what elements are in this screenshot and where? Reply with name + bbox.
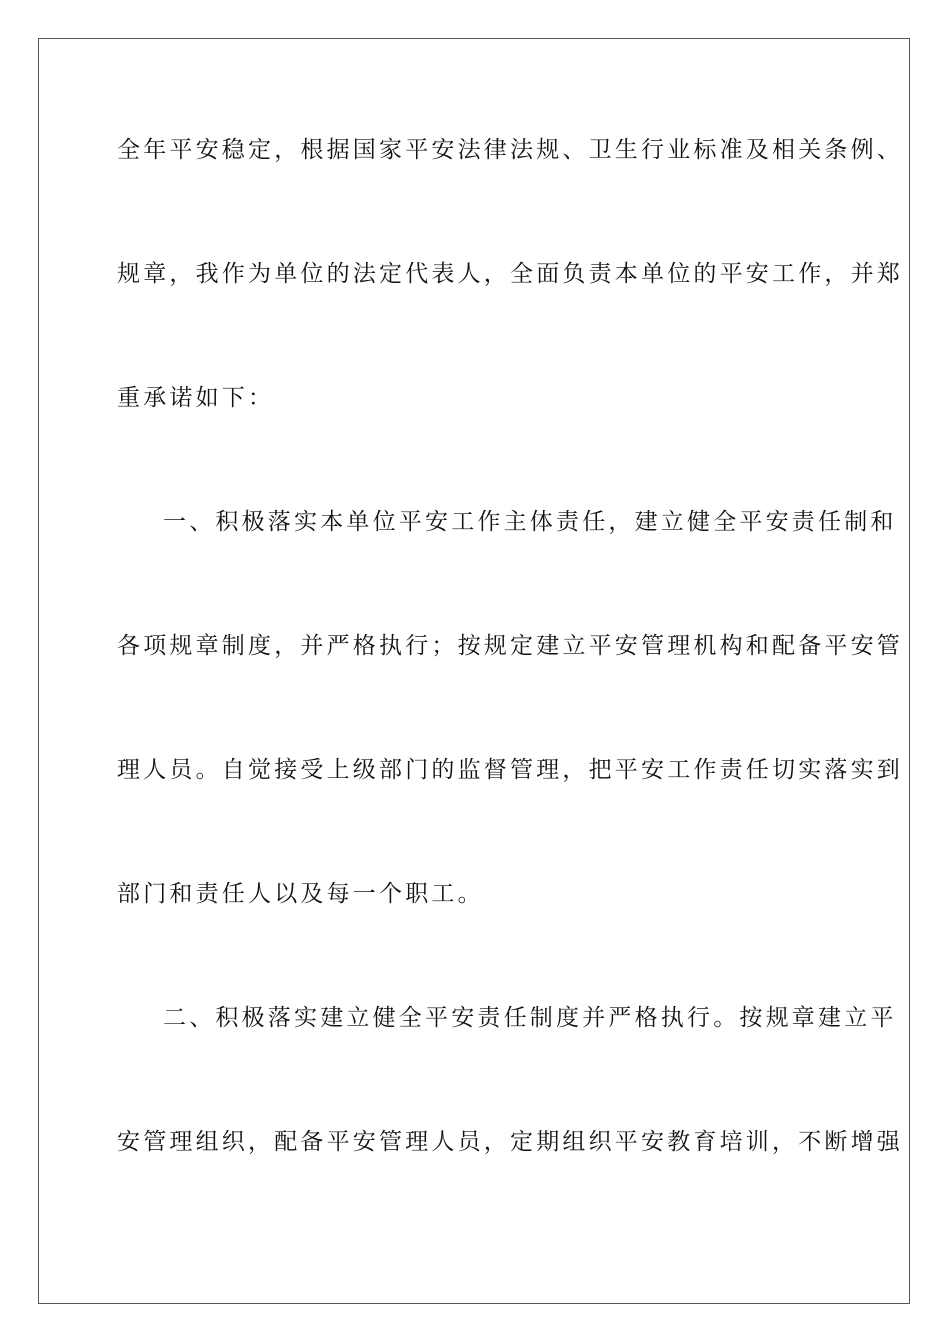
paragraph-line: 规章，我作为单位的法定代表人，全面负责本单位的平安工作，并郑 [117,261,903,287]
paragraph-line: 二、积极落实建立健全平安责任制度并严格执行。按规章建立平 [163,1005,897,1031]
page-border [38,38,910,1304]
paragraph-line: 全年平安稳定，根据国家平安法律法规、卫生行业标准及相关条例、 [117,137,903,163]
paragraph-line: 各项规章制度，并严格执行；按规定建立平安管理机构和配备平安管 [117,633,903,659]
paragraph-line: 部门和责任人以及每一个职工。 [117,881,484,907]
paragraph-line: 一、积极落实本单位平安工作主体责任，建立健全平安责任制和 [163,509,897,535]
paragraph-line: 安管理组织，配备平安管理人员，定期组织平安教育培训，不断增强 [117,1129,903,1155]
paragraph-line: 理人员。自觉接受上级部门的监督管理，把平安工作责任切实落实到 [117,757,903,783]
paragraph-line: 重承诺如下： [117,385,275,411]
